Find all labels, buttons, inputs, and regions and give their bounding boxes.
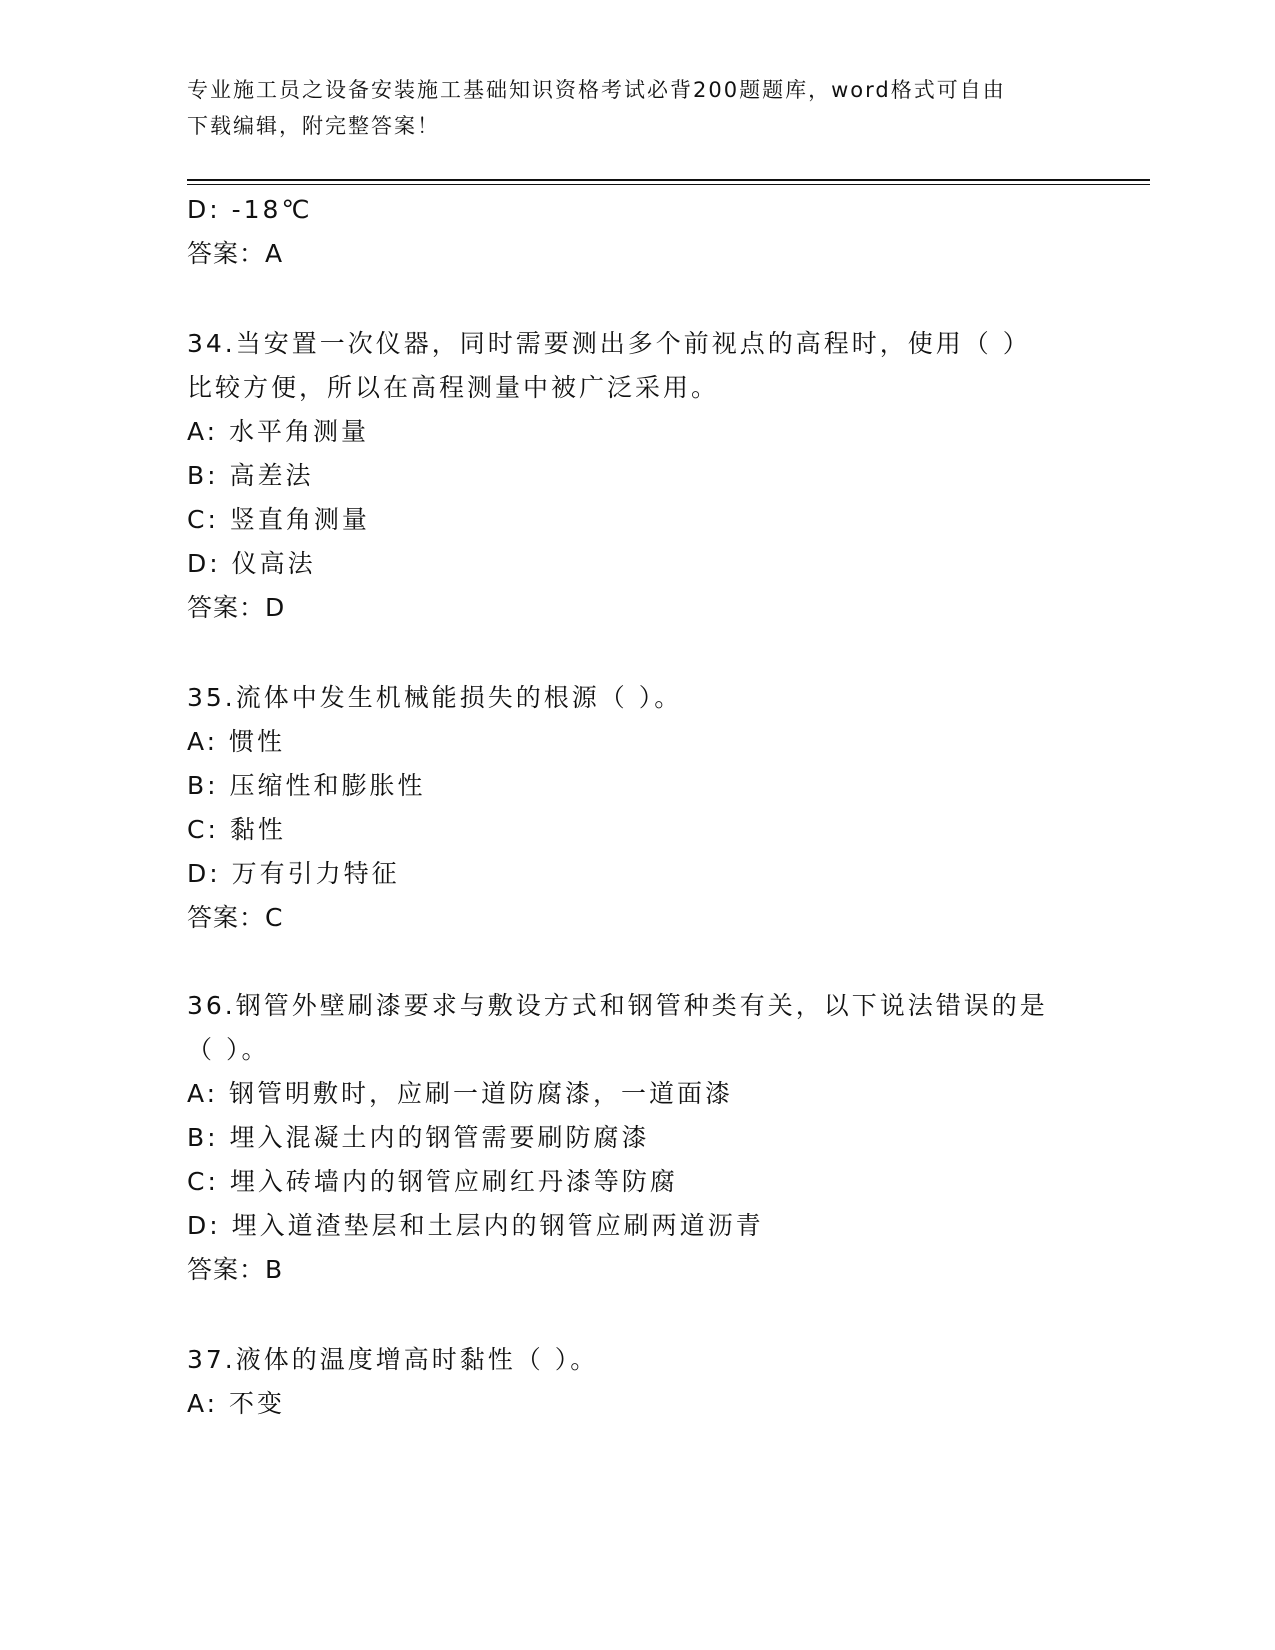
header-rule-thick bbox=[187, 179, 1150, 181]
question-stem-cont: 比较方便，所以在高程测量中被广泛采用。 bbox=[187, 373, 720, 402]
option-b: B: 埋入混凝土内的钢管需要刷防腐漆 bbox=[187, 1123, 650, 1152]
question-stem-cont: （ ）。 bbox=[187, 1035, 270, 1064]
option-d: D: 万有引力特征 bbox=[187, 859, 400, 888]
page-header bbox=[187, 72, 1067, 144]
option-a: A: 不变 bbox=[187, 1389, 286, 1418]
option-c: C: 埋入砖墙内的钢管应刷红丹漆等防腐 bbox=[187, 1167, 678, 1196]
header-line-2: 下载编辑，附完整答案！ bbox=[187, 114, 440, 138]
question-stem: 36.钢管外壁刷漆要求与敷设方式和钢管种类有关，以下说法错误的是 bbox=[187, 991, 1048, 1020]
option-d: D: 埋入道渣垫层和土层内的钢管应刷两道沥青 bbox=[187, 1211, 764, 1240]
question-stem: 34.当安置一次仪器，同时需要测出多个前视点的高程时，使用（ ） bbox=[187, 329, 1031, 358]
option-d: D: -18℃ bbox=[187, 195, 313, 224]
option-a: A: 水平角测量 bbox=[187, 417, 370, 446]
option-c: C: 竖直角测量 bbox=[187, 505, 370, 534]
question-stem: 35.流体中发生机械能损失的根源（ ）。 bbox=[187, 683, 683, 712]
option-a: A: 惯性 bbox=[187, 727, 286, 756]
answer: 答案：A bbox=[187, 239, 284, 268]
question-stem: 37.液体的温度增高时黏性（ ）。 bbox=[187, 1345, 599, 1374]
option-c: C: 黏性 bbox=[187, 815, 286, 844]
answer: 答案：B bbox=[187, 1255, 284, 1284]
header-line-1: 专业施工员之设备安装施工基础知识资格考试必背200题题库，word格式可自由 bbox=[187, 78, 1006, 102]
option-d: D: 仪高法 bbox=[187, 549, 316, 578]
option-b: B: 压缩性和膨胀性 bbox=[187, 771, 426, 800]
header-rule-thin bbox=[187, 184, 1150, 185]
answer: 答案：C bbox=[187, 903, 284, 932]
answer: 答案：D bbox=[187, 593, 286, 622]
option-b: B: 高差法 bbox=[187, 461, 314, 490]
option-a: A: 钢管明敷时，应刷一道防腐漆，一道面漆 bbox=[187, 1079, 734, 1108]
